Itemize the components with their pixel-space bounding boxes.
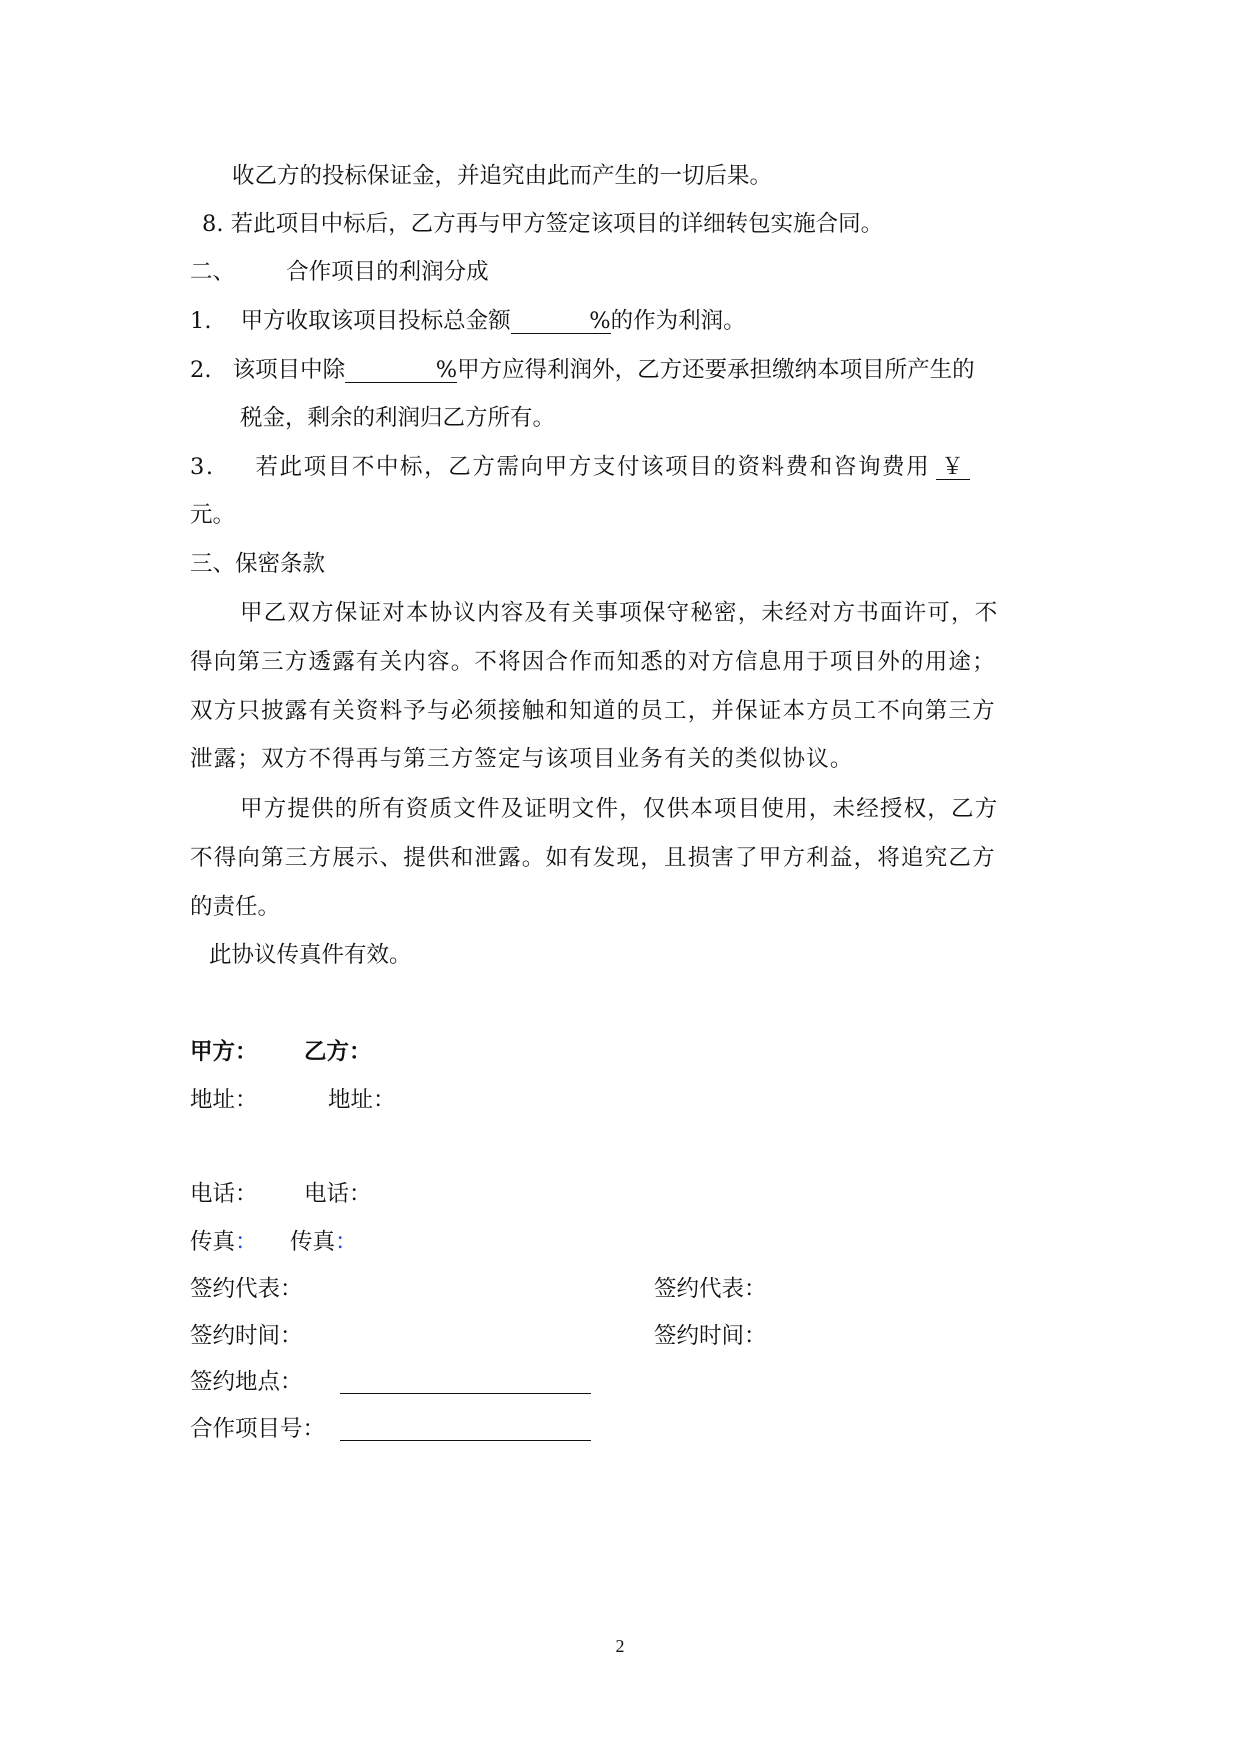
party-b-signing-time-label: 签约时间： (654, 1323, 767, 1349)
signing-place-blank-line (340, 1393, 591, 1394)
section-2-title: 合作项目的利润分成 (286, 259, 489, 285)
fax-validity-statement: 此协议传真件有效。 (209, 942, 412, 968)
consulting-fee-blank: ￥ (936, 452, 970, 480)
confidentiality-paragraph-2-line-3: 的责任。 (190, 894, 281, 920)
profit-clause-1-number: 1. (190, 308, 212, 334)
confidentiality-paragraph-1-line-3: 双方只披露有关资料予与必须接触和知道的员工，并保证本方员工不向第三方 (190, 698, 996, 724)
party-a-signing-time-label: 签约时间： (190, 1323, 303, 1349)
party-a-representative-label: 签约代表： (190, 1276, 303, 1302)
party-b-fax-label (290, 1227, 358, 1257)
party-a-fax-label (190, 1227, 258, 1257)
party-a-label: 甲方： (190, 1039, 258, 1065)
profit-clause-2-text-a: 该项目中除 (232, 357, 346, 383)
confidentiality-paragraph-2-line-1: 甲方提供的所有资质文件及证明文件，仅供本项目使用，未经授权，乙方 (240, 796, 999, 822)
party-a-phone-label: 电话： (190, 1181, 258, 1207)
party-b-representative-label: 签约代表： (654, 1276, 767, 1302)
confidentiality-paragraph-2-line-2: 不得向第三方展示、提供和泄露。如有发现，且损害了甲方利益，将追究乙方 (190, 845, 996, 871)
project-number-blank-line (340, 1440, 591, 1441)
profit-clause-1 (190, 306, 746, 336)
profit-clause-1-text-a: 甲方收取该项目投标总金额 (240, 308, 511, 334)
project-number-label: 合作项目号： (190, 1416, 326, 1442)
confidentiality-paragraph-1-line-4: 泄露；双方不得再与第三方签定与该项目业务有关的类似协议。 (190, 746, 854, 772)
deduction-percent-blank: % (345, 355, 457, 383)
profit-clause-2-continuation: 税金，剩余的利润归乙方所有。 (240, 405, 556, 431)
profit-clause-3 (190, 452, 970, 482)
profit-clause-1-text-b: 的作为利润。 (610, 308, 746, 334)
party-a-fax-text: 传真 (190, 1229, 236, 1255)
party-b-phone-label: 电话： (304, 1181, 372, 1207)
party-b-address-label: 地址： (328, 1087, 396, 1113)
profit-percent-blank: % (511, 306, 611, 334)
profit-clause-2 (190, 355, 975, 385)
profit-clause-3-continuation: 元。 (190, 502, 236, 528)
party-a-address-label: 地址： (190, 1087, 258, 1113)
clause-8: 8. 若此项目中标后，乙方再与甲方签定该项目的详细转包实施合同。 (202, 211, 884, 237)
profit-clause-2-text-b: 甲方应得利润外，乙方还要承担缴纳本项目所产生的 (457, 357, 975, 383)
confidentiality-paragraph-1-line-1: 甲乙双方保证对本协议内容及有关事项保守秘密，未经对方书面许可，不 (240, 600, 999, 626)
profit-clause-2-number: 2. (190, 357, 212, 383)
party-b-fax-text: 传真 (290, 1229, 336, 1255)
page-number: 2 (615, 1636, 625, 1656)
profit-clause-3-number: 3. (190, 454, 215, 480)
section-2-number: 二、 (190, 259, 236, 285)
clause-7-continuation: 收乙方的投标保证金，并追究由此而产生的一切后果。 (232, 163, 773, 189)
section-3-heading: 三、保密条款 (190, 551, 326, 577)
confidentiality-paragraph-1-line-2: 得向第三方透露有关内容。不将因合作而知悉的对方信息用于项目外的用途； (190, 649, 996, 675)
section-2-heading (190, 257, 489, 287)
signing-place-label: 签约地点： (190, 1369, 303, 1395)
profit-clause-3-text: 若此项目不中标，乙方需向甲方支付该项目的资料费和咨询费用 (255, 454, 931, 480)
party-b-label: 乙方： (304, 1039, 372, 1065)
party-b-fax-colon: ： (335, 1229, 358, 1255)
party-a-fax-colon: ： (235, 1229, 258, 1255)
